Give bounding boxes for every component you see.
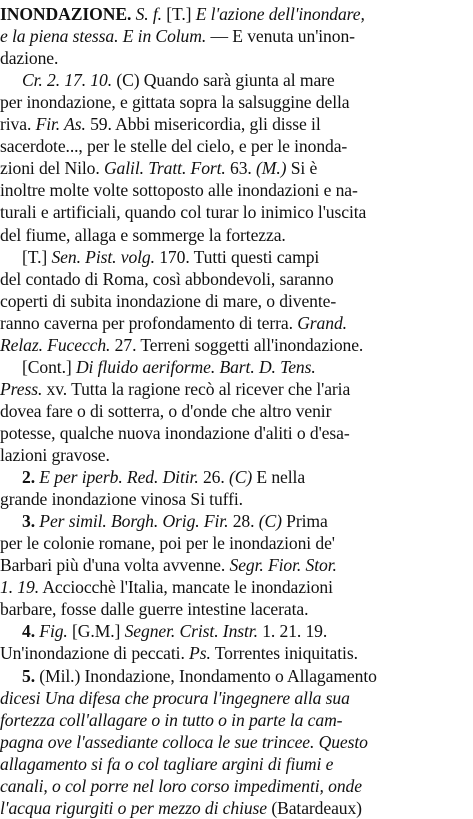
text-span: inoltre molte volte sottoposto alle inondazioni e na- (0, 180, 358, 201)
text-line (0, 665, 473, 687)
text-line (0, 312, 473, 334)
text-span: E l'azione dell'inondare, (195, 4, 365, 24)
text-line (0, 532, 473, 554)
text-span: sacerdote..., per le stelle del cielo, e per le inonda- (0, 136, 348, 157)
text-span: S. f. (131, 4, 167, 24)
text-span: 1. 19. (0, 577, 39, 598)
text-line (0, 47, 473, 69)
text-line (0, 135, 473, 157)
text-span: Galil. Tratt. Fort. (103, 158, 226, 179)
text-line (0, 157, 473, 179)
text-line (0, 268, 473, 290)
text-span: dicesi Una difesa che procura l'ingegnere alla sua (0, 687, 350, 708)
text-span: [T.] (22, 246, 52, 267)
text-line (0, 642, 473, 664)
text-span: coperti di subita inondazione di mare, o divente- (0, 290, 337, 311)
text-line (0, 687, 473, 709)
text-span: lazioni gravose. (0, 445, 110, 465)
text-line (0, 224, 473, 246)
text-line (0, 334, 473, 356)
text-span: Barbari più d'una volta avvenne. (0, 555, 230, 576)
text-line (0, 709, 473, 731)
text-span: turali e artificiali, quando col turar lo inimico l'uscita (0, 202, 367, 223)
text-line (0, 488, 473, 510)
text-line (0, 598, 473, 620)
text-span: per le colonie romane, poi per le inondazioni de' (0, 533, 335, 554)
text-line (0, 356, 473, 378)
text-span: dovea fare o di sotterra, o d'onde che altro venir (0, 400, 332, 421)
text-line (0, 113, 473, 135)
text-span: Segner. Crist. Instr. (124, 621, 258, 642)
text-line (0, 91, 473, 113)
text-span: — E venuta un'inon- (206, 26, 355, 47)
text-span: (Mil.) Inondazione, Inondamento o Allagamento (39, 665, 377, 686)
text-line (0, 3, 473, 25)
text-span: 2. (22, 467, 40, 488)
text-span: e la piena stessa. E in Colum. (0, 26, 207, 47)
text-span: 27. Terreni soggetti all'inondazione. (110, 334, 364, 355)
text-span: l'acqua rigurgiti o per mezzo di chiuse (0, 797, 268, 818)
text-span: barbare, fosse dalle guerre intestine lacerata. (0, 599, 309, 620)
text-line (0, 422, 473, 444)
text-span: 63. (225, 158, 257, 179)
text-line (0, 246, 473, 268)
text-line (0, 25, 473, 47)
text-span: Relaz. Fucecch. (0, 334, 111, 355)
text-line (0, 731, 473, 753)
text-span: Per simil. Borgh. Orig. Fir. (39, 511, 229, 532)
text-span: Segr. Fior. Stor. (229, 555, 337, 576)
text-line (0, 797, 473, 819)
text-span: 170. Tutti questi campi (154, 246, 320, 267)
text-span: Acciocchè l'Italia, mancate le inondazioni (39, 577, 333, 598)
text-span: dazione. (0, 48, 59, 69)
text-span: Fir. As. (35, 114, 86, 135)
text-span: ranno caverna per profondamento di terra. (0, 312, 298, 333)
text-line (0, 775, 473, 797)
text-span: (C) Quando sarà giunta al mare (112, 70, 335, 91)
text-span: E nella (252, 467, 306, 488)
text-span: (Batardeaux) (267, 797, 362, 818)
text-span: [T.] (166, 4, 196, 24)
text-span: canali, o col porre nel loro corso impedimenti, onde (0, 775, 362, 796)
text-span: 59. Abbi misericordia, gli disse il (85, 114, 321, 135)
text-span: Ps. (189, 643, 211, 664)
text-span: pagna ove l'assediante colloca le sue trincee. Questo (0, 731, 368, 752)
text-span: (M.) (256, 158, 287, 179)
text-line (0, 179, 473, 201)
text-span: (C) (228, 467, 253, 488)
text-span: Press. (0, 378, 43, 399)
text-line (0, 753, 473, 775)
text-span: per inondazione, e gittata sopra la salsuggine della (0, 92, 350, 113)
text-line (0, 400, 473, 422)
text-span: fortezza coll'allagare o in tutto o in parte la cam- (0, 709, 343, 730)
text-line (0, 290, 473, 312)
headword: INONDAZIONE. (0, 4, 132, 24)
text-span: Cr. 2. 17. 10. (22, 70, 113, 91)
text-span: 3. (22, 511, 40, 532)
text-span: Sen. Pist. volg. (51, 246, 155, 267)
text-span: Torrentes iniquitatis. (210, 643, 358, 664)
text-span: [Cont.] (22, 356, 76, 377)
text-span: 26. (198, 467, 229, 488)
text-span: 28. (228, 511, 259, 532)
text-span: E per iperb. Red. Ditir. (39, 467, 199, 488)
text-line (0, 444, 473, 466)
text-span: 4. (22, 621, 40, 642)
text-span: riva. (0, 114, 36, 135)
text-line (0, 201, 473, 223)
text-line (0, 378, 473, 400)
text-span: 1. 21. 19. (257, 621, 328, 642)
text-span: potesse, qualche nuova inondazione d'aliti o d'esa- (0, 422, 350, 443)
text-span: (C) (258, 511, 282, 532)
text-line (0, 576, 473, 598)
text-span: Un'inondazione di peccati. (0, 643, 190, 664)
text-span: grande inondazione vinosa Si tuffi. (0, 489, 243, 510)
text-span: 5. (22, 665, 40, 686)
text-span: Grand. (297, 312, 347, 333)
text-span: del fiume, allaga e sommerge la fortezza. (0, 224, 286, 245)
text-span: zioni del Nilo. (0, 158, 104, 179)
text-span: allagamento si fa o col tagliare argini di fiumi e (0, 753, 334, 774)
text-span: Si è (286, 158, 318, 179)
text-line (0, 466, 473, 488)
text-span: Di fluido aeriforme. Bart. D. Tens. (75, 356, 316, 377)
text-line (0, 510, 473, 532)
text-span: [G.M.] (67, 621, 125, 642)
text-span: xv. Tutta la ragione recò al ricever che l'aria (42, 378, 351, 399)
text-span: Prima (281, 511, 328, 532)
text-span: del contado di Roma, così abbondevoli, saranno (0, 268, 334, 289)
text-line (0, 554, 473, 576)
text-line (0, 69, 473, 91)
text-span: Fig. (39, 621, 68, 642)
text-line (0, 620, 473, 642)
